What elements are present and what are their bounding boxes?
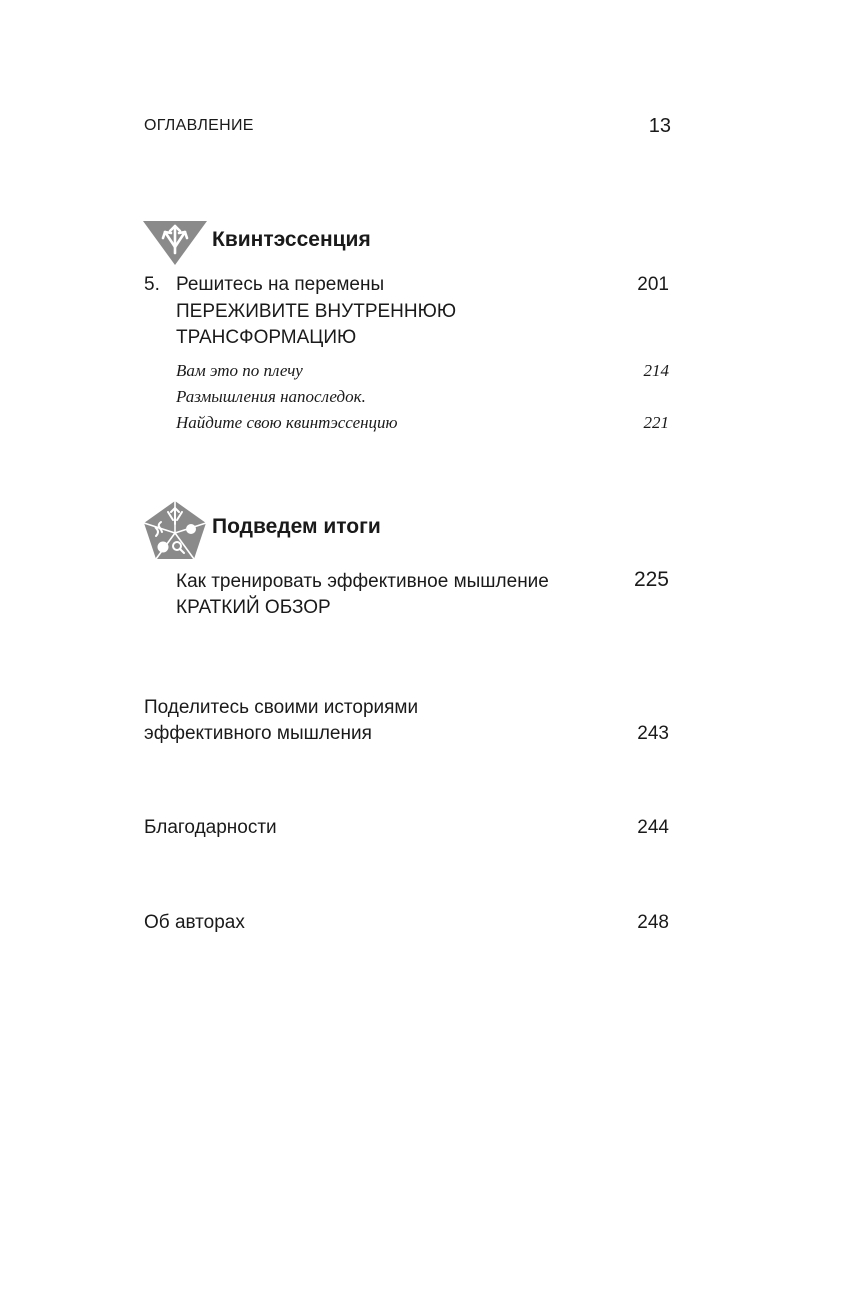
entry-title: Как тренировать эффективное мышление <box>176 571 549 592</box>
entry-page: 225 <box>633 568 669 591</box>
running-head: ОГЛАВЛЕНИЕ <box>144 117 254 134</box>
backmatter-page: 243 <box>637 723 669 744</box>
page-number: 13 <box>648 115 671 137</box>
chapter-page: 201 <box>637 274 669 295</box>
subitem-title: Размышления напоследок. <box>176 387 366 406</box>
subitem-title: Вам это по плечу <box>176 361 303 380</box>
entry-subtitle: КРАТКИЙ ОБЗОР <box>176 597 331 618</box>
triangle-arrows-icon <box>143 221 207 270</box>
section-title-summary: Подведем итоги <box>212 515 381 538</box>
backmatter-title-line2: эффективного мышления <box>144 723 372 744</box>
backmatter-page: 244 <box>637 817 669 838</box>
chapter-title: Решитесь на перемены <box>176 274 385 295</box>
backmatter-page: 248 <box>637 912 669 933</box>
backmatter-title: Об авторах <box>144 912 245 933</box>
chapter-subtitle-line2: ТРАНСФОРМАЦИЮ <box>176 327 357 348</box>
section-title-quintessence: Квинтэссенция <box>212 228 371 251</box>
subitem-page: 221 <box>643 413 669 432</box>
subitem-title: Найдите свою квинтэссенцию <box>176 413 398 432</box>
backmatter-title: Благодарности <box>144 817 277 838</box>
chapter-number: 5. <box>144 274 160 295</box>
pentagon-elements-icon <box>143 500 207 565</box>
backmatter-title-line1: Поделитесь своими историями <box>144 697 419 718</box>
subitem-page: 214 <box>643 361 669 380</box>
chapter-subtitle-line1: ПЕРЕЖИВИТЕ ВНУТРЕННЮЮ <box>176 301 457 322</box>
